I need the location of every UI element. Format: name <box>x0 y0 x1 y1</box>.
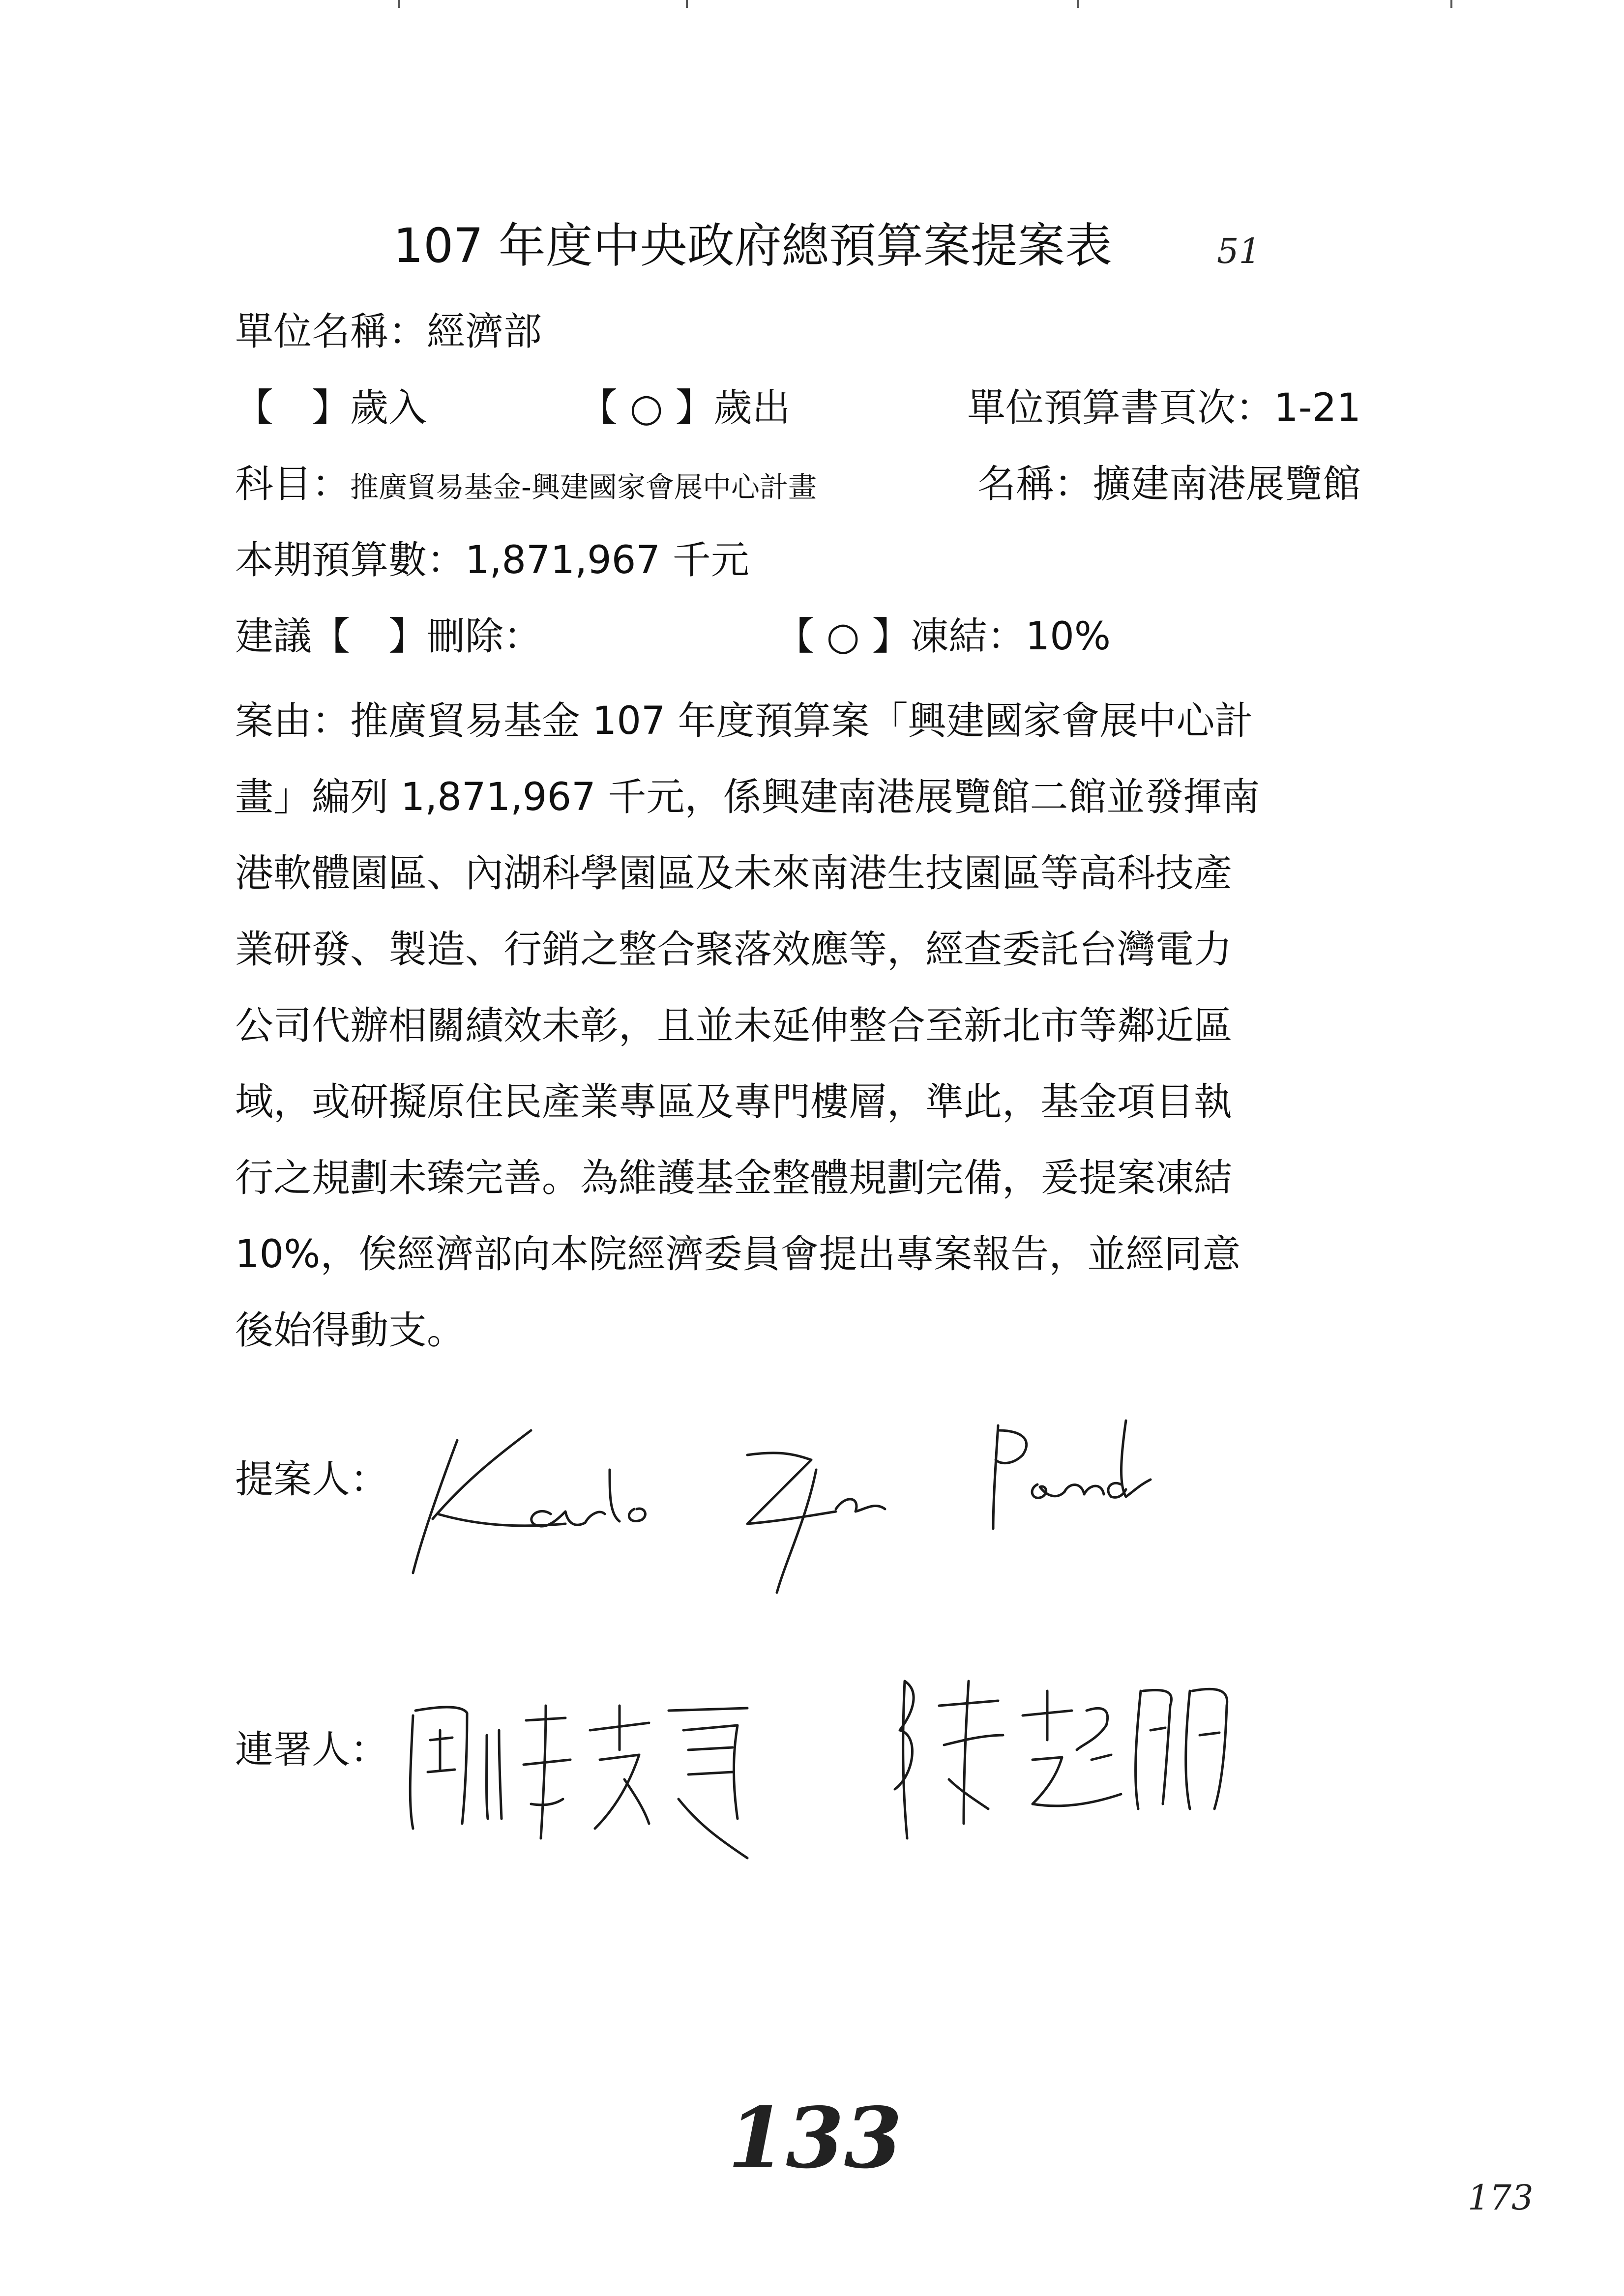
delete-option: 建議【 】刪除： <box>235 614 542 659</box>
subject-value: 推廣貿易基金-興建國家會展中心計畫 <box>350 470 817 504</box>
reason-line: 行之規劃未臻完善。為維護基金整體規劃完備，爰提案凍結 <box>235 1156 1233 1200</box>
reason-line: 公司代辦相關績效未彰，且並未延伸整合至新北市等鄰近區 <box>235 1004 1233 1048</box>
current-budget-line: 本期預算數：1,871,967 千元 <box>235 538 749 582</box>
cosigner-label: 連署人： <box>235 1728 389 1772</box>
form-title: 107 年度中央政府總預算案提案表 <box>393 218 1112 273</box>
freeze-option: 【 ○ 】凍結：10% <box>776 614 1111 659</box>
proposal-reason <box>235 683 1381 1369</box>
title-handwritten-mark: 51 <box>1217 231 1261 271</box>
reason-line: 畫」編列 1,871,967 千元，係興建南港展覽館二館並發揮南 <box>235 775 1260 819</box>
corner-page-number: 173 <box>1468 2178 1534 2218</box>
reason-line: 港軟體園區、內湖科學園區及未來南港生技園區等高科技產 <box>235 851 1233 896</box>
proposer-label: 提案人： <box>235 1457 389 1502</box>
reason-line: 後始得動支。 <box>235 1308 466 1353</box>
handwritten-page-number: 133 <box>728 2089 902 2187</box>
reason-line: 10%，俟經濟部向本院經濟委員會提出專案報告，並經同意 <box>235 1232 1241 1277</box>
cosigner-signature-2 <box>875 1661 1249 1843</box>
reason-line: 案由：推廣貿易基金 107 年度預算案「興建國家會展中心計 <box>235 699 1253 743</box>
scan-edge-marks <box>0 0 1624 15</box>
reason-line: 域，或研擬原住民產業專區及專門樓層，準此，基金項目執 <box>235 1080 1233 1124</box>
item-name: 名稱：擴建南港展覽館 <box>977 462 1361 506</box>
cosigner-signature-1 <box>393 1676 777 1868</box>
revenue-checkbox-label: 【 】歲入 <box>235 386 427 430</box>
budget-page-reference: 單位預算書頁次：1-21 <box>967 386 1361 430</box>
expenditure-checkbox-label: 【 ○ 】歲出 <box>579 386 791 430</box>
reason-line: 業研發、製造、行銷之整合聚落效應等，經查委託台灣電力 <box>235 928 1233 972</box>
subject-row <box>235 460 1361 512</box>
proposer-signature <box>403 1411 1219 1598</box>
subject-label: 科目： <box>235 462 351 506</box>
unit-name-line: 單位名稱：經濟部 <box>235 310 542 354</box>
